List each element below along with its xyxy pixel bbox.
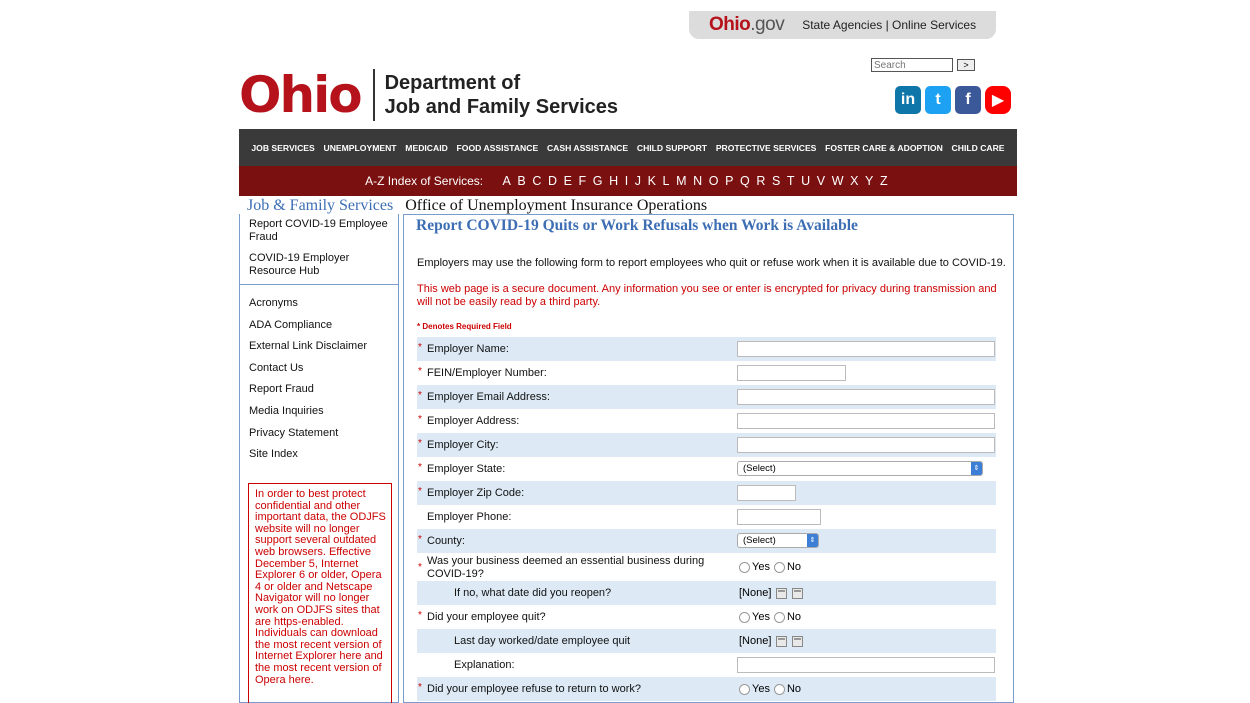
required-marker: * xyxy=(418,534,422,545)
quit-radio-group: Yes No xyxy=(739,611,805,623)
search-button[interactable]: > xyxy=(957,59,975,71)
zip-label: Employer Zip Code: xyxy=(427,487,525,499)
required-marker: * xyxy=(418,610,422,621)
sidebar-item-report-fraud[interactable]: Report Fraud xyxy=(249,383,314,396)
odjfs-logo[interactable] xyxy=(239,68,618,122)
fein-label: FEIN/Employer Number: xyxy=(427,367,547,379)
main-content xyxy=(403,214,1014,703)
az-index xyxy=(239,166,1017,196)
required-marker: * xyxy=(418,390,422,401)
city-input[interactable] xyxy=(737,437,995,453)
row-last-day xyxy=(417,629,996,653)
fein-input[interactable] xyxy=(737,365,846,381)
az-letter-y[interactable]: Y xyxy=(865,174,874,188)
page-title: Report COVID-19 Quits or Work Refusals when Work is Available xyxy=(416,217,858,234)
az-letter-q[interactable]: Q xyxy=(740,174,750,188)
city-label: Employer City: xyxy=(427,439,499,451)
sidebar-item-site-index[interactable]: Site Index xyxy=(249,448,298,461)
required-marker: * xyxy=(418,682,422,693)
az-letter-b[interactable]: B xyxy=(517,174,526,188)
section-heading xyxy=(247,197,707,215)
az-letter-i[interactable]: I xyxy=(624,174,629,188)
phone-label: Employer Phone: xyxy=(427,511,512,523)
calendar-icon[interactable] xyxy=(776,588,787,599)
reopen-date-picker: [None] xyxy=(739,587,803,599)
email-input[interactable] xyxy=(737,389,995,405)
essential-yes-radio[interactable] xyxy=(739,562,750,573)
az-letter-h[interactable]: H xyxy=(609,174,619,188)
sidebar-item-acronyms[interactable]: Acronyms xyxy=(249,297,298,309)
essential-label: Was your business deemed an essential business during COVID-19? xyxy=(427,555,705,580)
quit-no-radio[interactable] xyxy=(774,612,785,623)
row-zip xyxy=(417,481,996,505)
row-state xyxy=(417,457,996,481)
youtube-icon[interactable]: ▶ xyxy=(985,86,1011,114)
search-form xyxy=(871,58,975,72)
email-label: Employer Email Address: xyxy=(427,391,550,403)
explanation-label: Explanation: xyxy=(454,659,515,671)
reopen-label: If no, what date did you reopen? xyxy=(454,587,612,599)
refuse-label: Did your employee refuse to return to work? xyxy=(427,683,641,695)
report-form xyxy=(417,337,996,701)
employer-name-input[interactable] xyxy=(737,341,995,357)
nav-protective-services[interactable]: PROTECTIVE SERVICES xyxy=(715,142,817,153)
row-explanation xyxy=(417,653,996,677)
search-input[interactable] xyxy=(871,58,953,72)
ohio-gov-bar xyxy=(689,11,996,39)
last-day-label: Last day worked/date employee quit xyxy=(454,635,631,647)
state-select[interactable]: (Select) ⇕ xyxy=(737,461,983,476)
az-letter-z[interactable]: Z xyxy=(879,174,888,188)
sidebar-item-external-link-disclaimer[interactable]: External Link Disclaimer xyxy=(249,340,367,353)
required-marker: * xyxy=(418,462,422,473)
state-links[interactable]: State Agencies | Online Services xyxy=(802,18,977,32)
county-select[interactable]: (Select) ⇕ xyxy=(737,533,819,548)
az-index-title: A-Z Index of Services: xyxy=(365,174,484,188)
required-marker: * xyxy=(418,366,422,377)
az-letter-p[interactable]: P xyxy=(725,174,734,188)
row-refuse xyxy=(417,677,996,701)
required-marker: * xyxy=(418,414,422,425)
required-marker: * xyxy=(418,438,422,449)
select-arrow-icon: ⇕ xyxy=(807,534,818,547)
linkedin-icon[interactable]: in xyxy=(895,86,921,114)
row-reopen-date xyxy=(417,581,996,605)
az-letter-o[interactable]: O xyxy=(708,174,719,188)
essential-radio-group: Yes No xyxy=(739,561,805,573)
az-letter-c[interactable]: C xyxy=(532,174,542,188)
office-heading: Office of Unemployment Insurance Operations xyxy=(405,197,708,214)
row-phone xyxy=(417,505,996,529)
twitter-icon[interactable]: t xyxy=(925,86,951,114)
essential-no-radio[interactable] xyxy=(774,562,785,573)
row-quit xyxy=(417,605,996,629)
state-label: Employer State: xyxy=(427,463,506,475)
az-letter-m[interactable]: M xyxy=(676,174,687,188)
sidebar-item-ada-compliance[interactable]: ADA Compliance xyxy=(249,318,333,331)
az-letter-r[interactable]: R xyxy=(756,174,766,188)
sidebar-item-contact-us[interactable]: Contact Us xyxy=(249,361,304,374)
refuse-radio-group: Yes No xyxy=(739,683,805,695)
facebook-icon[interactable]: f xyxy=(955,86,981,114)
department-name: Department of Job and Family Services xyxy=(384,72,619,118)
az-letters xyxy=(499,174,891,188)
social-links xyxy=(895,86,1011,114)
az-letter-s[interactable]: S xyxy=(771,174,781,188)
nav-unemployment[interactable]: UNEMPLOYMENT xyxy=(323,142,397,153)
row-county xyxy=(417,529,996,553)
az-letter-u[interactable]: U xyxy=(801,174,811,188)
nav-foster-care[interactable]: FOSTER CARE & ADOPTION xyxy=(825,142,943,153)
sidebar-item-employer-resource-hub[interactable]: COVID-19 Employer Resource Hub xyxy=(249,252,350,277)
required-marker: * xyxy=(418,562,422,573)
quit-label: Did your employee quit? xyxy=(427,611,546,623)
required-field-note: * Denotes Required Field xyxy=(417,322,512,331)
sidebar-covid-links xyxy=(240,214,398,285)
ohio-gov-logo[interactable]: Ohio.gov xyxy=(709,14,785,35)
last-day-date-picker: [None] xyxy=(739,635,803,647)
az-letter-k[interactable]: K xyxy=(647,174,656,188)
row-employer-name xyxy=(417,337,996,361)
az-letter-f[interactable]: F xyxy=(578,174,587,188)
quit-yes-radio[interactable] xyxy=(739,612,750,623)
refuse-no-radio[interactable] xyxy=(774,684,785,695)
required-marker: * xyxy=(418,342,422,353)
calendar-clear-icon[interactable] xyxy=(792,636,803,647)
logo-divider xyxy=(373,69,375,121)
jfs-heading[interactable]: Job & Family Services xyxy=(247,197,394,214)
address-input[interactable] xyxy=(737,413,995,429)
nav-child-care[interactable]: CHILD CARE xyxy=(951,142,1005,153)
zip-input[interactable] xyxy=(737,485,796,501)
row-address xyxy=(417,409,996,433)
county-label: County: xyxy=(427,535,465,547)
az-letter-a[interactable]: A xyxy=(502,174,511,188)
az-letter-w[interactable]: W xyxy=(831,174,844,188)
nav-job-services[interactable]: JOB SERVICES xyxy=(251,142,315,153)
intro-text: Employers may use the following form to report employees who quit or refuse work when it is available due to COVID-19. xyxy=(417,257,1006,269)
select-arrow-icon: ⇕ xyxy=(971,462,982,475)
employer-name-label: Employer Name: xyxy=(427,343,509,355)
nav-food-assistance[interactable]: FOOD ASSISTANCE xyxy=(456,142,539,153)
main-nav xyxy=(239,129,1017,166)
sidebar-item-media-inquiries[interactable]: Media Inquiries xyxy=(249,404,324,417)
explanation-input[interactable] xyxy=(737,657,995,673)
nav-child-support[interactable]: CHILD SUPPORT xyxy=(636,142,708,153)
sidebar-item-report-covid-fraud[interactable]: Report COVID-19 Employee Fraud xyxy=(249,218,388,243)
sidebar-item-privacy-statement[interactable]: Privacy Statement xyxy=(249,426,339,439)
row-email xyxy=(417,385,996,409)
nav-cash-assistance[interactable]: CASH ASSISTANCE xyxy=(546,142,629,153)
required-marker: * xyxy=(418,486,422,497)
sidebar xyxy=(239,214,399,703)
refuse-yes-radio[interactable] xyxy=(739,684,750,695)
nav-medicaid[interactable]: MEDICAID xyxy=(405,142,448,153)
az-letter-j[interactable]: J xyxy=(634,174,642,188)
ohio-wordmark: Ohio xyxy=(239,66,361,124)
az-letter-l[interactable]: L xyxy=(662,174,670,188)
secure-notice: This web page is a secure document. Any information you see or enter is encrypted for privacy during transmission and will not be easily read by a third party. xyxy=(417,283,997,308)
calendar-clear-icon[interactable] xyxy=(792,588,803,599)
az-letter-e[interactable]: E xyxy=(563,174,572,188)
browser-support-notice: In order to best protect confidential and other important data, the ODJFS website will no longer support several outdated web browsers. Effective December 5, Internet Explorer 6 or older, Opera 4 or older and Netscape Navigator will no longer work on ODJFS sites that are https-enabled. Individuals can download the most recent version of Internet Explorer here and the most recent version of Opera here. xyxy=(248,483,392,703)
sidebar-links xyxy=(240,285,398,461)
az-letter-t[interactable]: T xyxy=(786,174,795,188)
az-letter-v[interactable]: V xyxy=(816,174,826,188)
row-essential xyxy=(417,553,996,581)
az-letter-d[interactable]: D xyxy=(547,174,557,188)
row-fein xyxy=(417,361,996,385)
az-letter-g[interactable]: G xyxy=(592,174,603,188)
row-city xyxy=(417,433,996,457)
az-letter-n[interactable]: N xyxy=(693,174,703,188)
address-label: Employer Address: xyxy=(427,415,520,427)
phone-input[interactable] xyxy=(737,509,821,525)
az-letter-x[interactable]: X xyxy=(850,174,859,188)
calendar-icon[interactable] xyxy=(776,636,787,647)
